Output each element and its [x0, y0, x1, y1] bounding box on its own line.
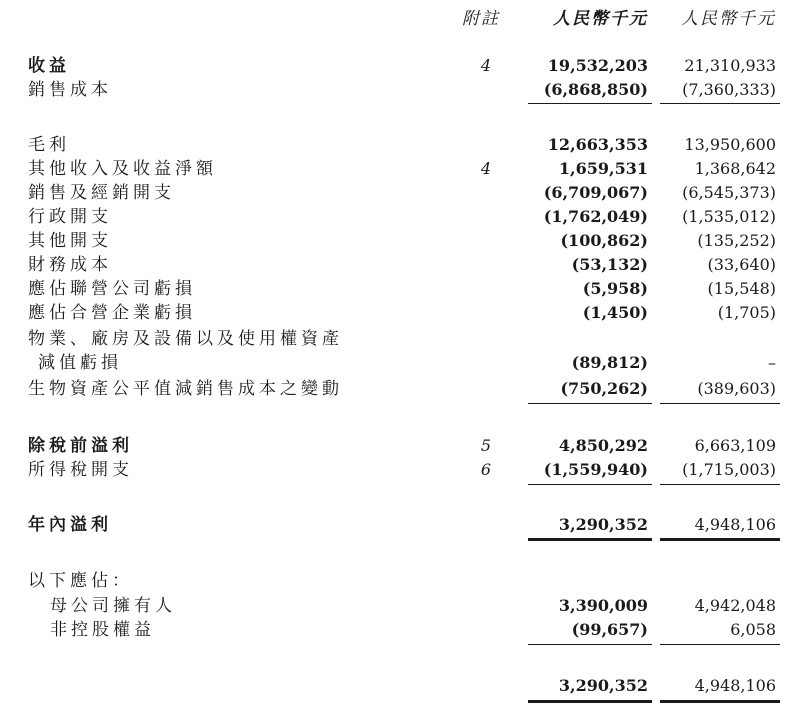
row-label: 毛利	[28, 135, 70, 155]
row-joint-ventures-loss	[0, 301, 800, 325]
row-cost-of-sales	[0, 78, 800, 102]
row-current-value: (6,709,067)	[543, 183, 648, 202]
row-previous-value: 1,368,642	[694, 159, 776, 178]
row-note: 4	[480, 159, 492, 178]
row-selling-expenses	[0, 181, 800, 205]
row-current-value: 3,390,009	[558, 596, 648, 615]
row-profit-before-tax	[0, 434, 800, 458]
row-label: 應佔聯營公司虧損	[28, 279, 196, 299]
row-label: 銷售成本	[28, 80, 112, 100]
row-other-expenses	[0, 229, 800, 253]
row-previous-value: (7,360,333)	[682, 80, 776, 99]
subtotal-rule	[528, 644, 652, 645]
subtotal-rule	[528, 103, 652, 104]
total-double-rule	[660, 538, 780, 541]
row-label: 生物資產公平值減銷售成本之變動	[28, 379, 343, 399]
row-label: 所得稅開支	[28, 460, 133, 480]
row-previous-value: –	[768, 353, 776, 372]
row-note: 5	[480, 436, 492, 455]
row-previous-value: 21,310,933	[684, 56, 776, 75]
subtotal-rule	[528, 403, 652, 404]
row-current-value: 4,850,292	[558, 436, 648, 455]
row-label: 行政開支	[28, 207, 112, 227]
row-current-value: (1,450)	[582, 303, 648, 322]
row-current-value: (5,958)	[582, 279, 648, 298]
row-admin-expenses	[0, 205, 800, 229]
row-income-tax	[0, 458, 800, 482]
subtotal-rule	[528, 484, 652, 485]
row-current-value: 19,532,203	[547, 56, 648, 75]
row-previous-value: (1,535,012)	[682, 207, 776, 226]
row-previous-value: (1,715,003)	[682, 460, 776, 479]
row-label: 銷售及經銷開支	[28, 183, 175, 203]
row-non-controlling-interests	[0, 618, 800, 642]
row-impairment-heading	[0, 327, 800, 351]
row-previous-value: (6,545,373)	[682, 183, 776, 202]
row-label: 其他開支	[28, 231, 112, 251]
row-profit-for-year	[0, 513, 800, 537]
subtotal-rule	[660, 644, 780, 645]
note-column-header: 附註	[462, 9, 500, 29]
row-previous-value: 6,663,109	[694, 436, 776, 455]
row-finance-costs	[0, 253, 800, 277]
row-attributable-heading	[0, 569, 800, 593]
total-double-rule	[528, 538, 652, 541]
row-owners-of-parent	[0, 594, 800, 618]
row-previous-value: 4,942,048	[694, 596, 776, 615]
total-double-rule	[528, 700, 652, 703]
row-current-value: (750,262)	[560, 379, 648, 398]
row-label: 以下應佔：	[28, 571, 133, 591]
row-current-value: 1,659,531	[558, 159, 648, 178]
row-previous-value: (135,252)	[697, 231, 776, 250]
row-previous-value: 4,948,106	[694, 676, 776, 695]
row-previous-value: 13,950,600	[684, 135, 776, 154]
row-current-value: (99,657)	[571, 620, 648, 639]
previous-year-column-header: 人民幣千元	[681, 9, 776, 29]
row-impairment-loss	[0, 351, 800, 375]
row-label: 其他收入及收益淨額	[28, 159, 217, 179]
row-biological-assets-change	[0, 377, 800, 401]
row-current-value: 12,663,353	[547, 135, 648, 154]
row-note: 4	[480, 56, 492, 75]
row-label: 減值虧損	[38, 353, 122, 373]
row-current-value: (100,862)	[560, 231, 648, 250]
row-label: 收益	[28, 56, 70, 76]
row-other-income	[0, 157, 800, 181]
row-current-value: (53,132)	[571, 255, 648, 274]
row-previous-value: (389,603)	[697, 379, 776, 398]
row-previous-value: (33,640)	[707, 255, 776, 274]
row-current-value: (89,812)	[571, 353, 648, 372]
row-previous-value: (15,548)	[707, 279, 776, 298]
subtotal-rule	[660, 403, 780, 404]
row-current-value: (1,762,049)	[543, 207, 648, 226]
subtotal-rule	[660, 484, 780, 485]
row-current-value: 3,290,352	[558, 676, 648, 695]
row-label: 母公司擁有人	[50, 596, 176, 616]
row-label: 年內溢利	[28, 515, 112, 535]
row-current-value: 3,290,352	[558, 515, 648, 534]
row-label: 財務成本	[28, 255, 112, 275]
subtotal-rule	[660, 103, 780, 104]
row-label: 物業、廠房及設備以及使用權資產	[28, 329, 343, 349]
current-year-column-header: 人民幣千元	[553, 9, 648, 29]
row-current-value: (1,559,940)	[543, 460, 648, 479]
row-previous-value: 6,058	[730, 620, 776, 639]
row-previous-value: (1,705)	[717, 303, 776, 322]
row-associates-loss	[0, 277, 800, 301]
row-label: 非控股權益	[50, 620, 155, 640]
row-gross-profit	[0, 133, 800, 157]
row-revenue	[0, 54, 800, 78]
row-previous-value: 4,948,106	[694, 515, 776, 534]
row-label: 除稅前溢利	[28, 436, 133, 456]
row-current-value: (6,868,850)	[543, 80, 648, 99]
row-label: 應佔合營企業虧損	[28, 303, 196, 323]
row-note: 6	[480, 460, 492, 479]
total-double-rule	[660, 700, 780, 703]
row-final-total	[0, 674, 800, 698]
